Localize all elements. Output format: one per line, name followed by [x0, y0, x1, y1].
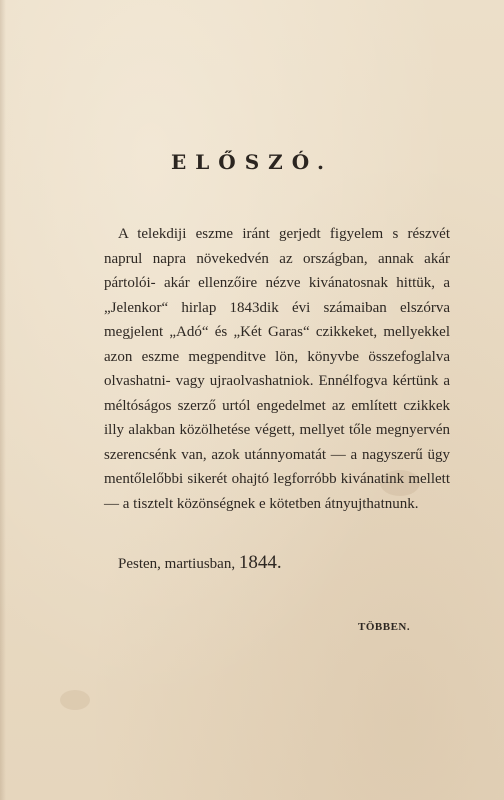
page-title: ELŐSZÓ.: [171, 150, 333, 174]
spine-shadow: [0, 0, 6, 800]
signature: TÖBBEN.: [358, 621, 411, 633]
preface-paragraph: A telekdiji eszme iránt gerjedt figyelem s részvét naprul napra növekedvén az országban, annak akár pártolói- akár ellenzőire nézve kivánatosnak hittük, a „Jelenkor“ hirlap 1843dik évi számaiban elszórva megjelent „Adó“ és „Két Garas“ czikkeket, mellyekkel azon eszme megpenditve lön, könyvbe összefoglalva olvashatni- vagy ujraolvashatniok. Ennélfogva kértünk a méltóságos szerző urtól engedelmet az említett czikkek illy alakban közölhetése végett, mellyet tőle megnyervén szerencsénk van, azok utánnyomatát — a nagyszerű ügy mentőlelőbbi sikerét ohajtó legforróbb kivánatink mellett — a tisztelt közönségnek e kötetben átnyujthatnunk.: [104, 226, 450, 512]
year: 1844.: [238, 552, 282, 573]
paper-stain: [60, 690, 90, 710]
place-date-text: Pesten, martiusban,: [118, 556, 236, 572]
place-and-date: [118, 552, 282, 574]
